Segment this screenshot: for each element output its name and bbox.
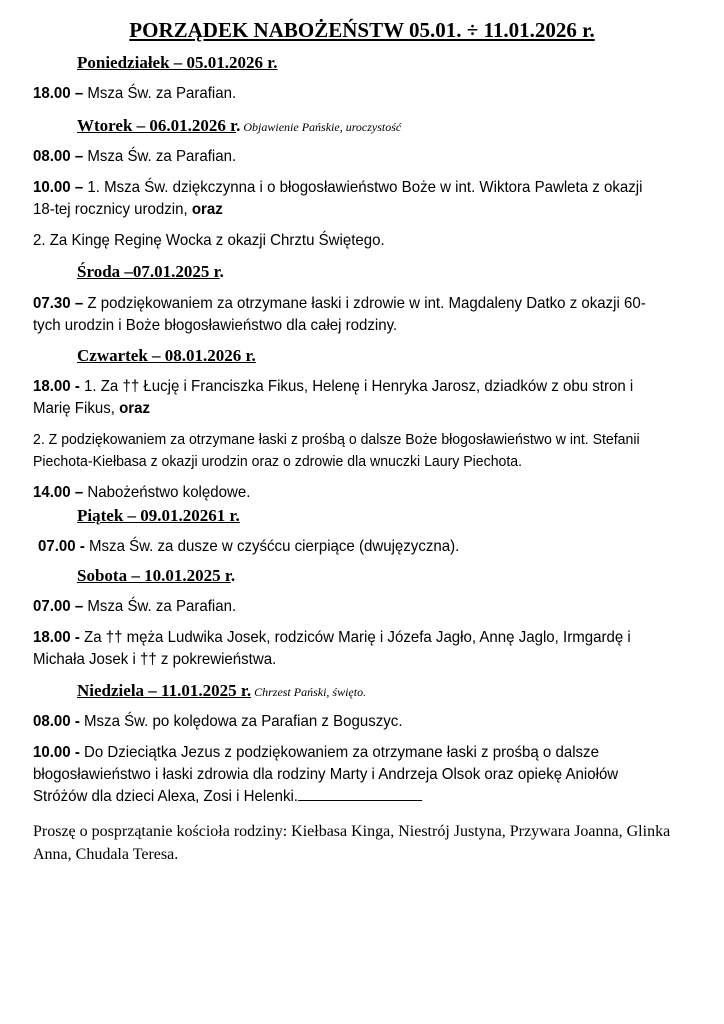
page-title: PORZĄDEK NABOŻEŃSTW 05.01. ÷ 11.01.2026 r. xyxy=(129,18,595,42)
day-heading-friday xyxy=(77,506,240,526)
mass-time: 07.30 – xyxy=(33,295,84,312)
mass-intention: 2. Z podziękowaniem za otrzymane łaski z prośbą o dalsze Boże błogosławieństwo w int. Stefanii Piechota-Kiełbasa z okazji urodzin oraz o zdrowie dla wnuczki Laury Piechota. xyxy=(33,431,640,470)
mass-intention: Z podziękowaniem za otrzymane łaski i zdrowie w int. Magdaleny Datko z okazji 60-tych urodzin i Boże błogosławieństwo dla całej rodziny. xyxy=(33,295,646,334)
cleaning-notice: Proszę o posprzątanie kościoła rodziny: Kiełbasa Kinga, Niestrój Justyna, Przywara Joanna, Glinka Anna, Chudala Teresa. xyxy=(33,823,671,863)
mass-intention: Nabożeństwo kolędowe. xyxy=(83,484,251,501)
mass-intention: Msza Św. za Parafian. xyxy=(83,148,237,165)
day-date: Poniedziałek – 05.01.2026 r. xyxy=(77,53,278,72)
liturgical-note: Objawienie Pańskie, uroczystość xyxy=(243,120,402,134)
oraz-conjunction: oraz xyxy=(187,201,223,218)
mass-entry xyxy=(33,742,665,808)
mass-intention: Msza Św. po kolędowa za Parafian z Boguszyc. xyxy=(79,713,403,730)
mass-entry xyxy=(33,627,665,671)
day-heading-monday xyxy=(77,53,278,73)
mass-time: 07.00 – xyxy=(33,598,84,615)
mass-intention: 2. Za Kingę Reginę Wocka z okazji Chrztu Świętego. xyxy=(33,232,385,249)
mass-entry xyxy=(33,293,665,337)
day-date: Środa –07.01.2025 r xyxy=(77,262,220,281)
mass-entry xyxy=(33,376,665,420)
day-date-suffix: . xyxy=(236,116,241,135)
mass-time: 08.00 – xyxy=(33,148,84,165)
day-date: Czwartek – 08.01.2026 r. xyxy=(77,346,256,365)
day-heading-saturday xyxy=(77,566,235,586)
mass-entry xyxy=(33,711,665,733)
mass-time: 07.00 - xyxy=(38,538,85,555)
mass-time: 10.00 - xyxy=(33,744,80,761)
oraz-conjunction: oraz xyxy=(114,400,151,417)
day-heading-tuesday xyxy=(77,116,401,136)
mass-intention: Msza Św. za Parafian. xyxy=(83,598,237,615)
mass-time: 18.00 - xyxy=(33,629,80,646)
mass-entry xyxy=(33,596,665,618)
mass-intention: Do Dzieciątka Jezus z podziękowaniem za otrzymane łaski z prośbą o dalsze błogosławieństwo i łaski zdrowia dla rodziny Marty i Andrzeja Olsok oraz opiekę Aniołów Stróżów dla dzieci Alexa, Zosi i Helenki. xyxy=(33,744,619,805)
mass-entry xyxy=(33,177,665,221)
day-date-suffix: . xyxy=(230,566,236,585)
day-heading-sunday xyxy=(77,681,366,701)
mass-entry xyxy=(33,230,665,252)
mass-time: 14.00 – xyxy=(33,484,84,501)
mass-entry xyxy=(33,429,665,473)
mass-intention: Msza Św. za dusze w czyśćcu cierpiące (dwujęzyczna). xyxy=(84,538,460,555)
mass-intention: 1. Za †† Łucję i Franciszka Fikus, Helenę i Henryka Jarosz, dziadków z obu stron i Marię Fikus, xyxy=(33,378,634,417)
mass-time: 10.00 – xyxy=(33,179,84,196)
day-heading-thursday xyxy=(77,346,256,366)
day-date-suffix: . xyxy=(219,262,224,281)
mass-time: 08.00 - xyxy=(33,713,80,730)
day-heading-wednesday xyxy=(77,262,224,282)
mass-time: 18.00 - xyxy=(33,378,80,395)
mass-intention: Za †† męża Ludwika Josek, rodziców Marię i Józefa Jagło, Annę Jaglo, Irmgardę i Michała Josek i †† z pokrewieństwa. xyxy=(33,629,631,668)
day-date: Sobota – 10.01.2025 r xyxy=(77,566,231,585)
mass-entry xyxy=(33,83,665,105)
signature-line xyxy=(298,786,422,801)
day-date: Niedziela – 11.01.2025 r. xyxy=(77,681,252,700)
mass-entry xyxy=(33,146,665,168)
day-date: Wtorek – 06.01.2026 r xyxy=(77,116,237,135)
mass-intention: Msza Św. za Parafian. xyxy=(83,85,237,102)
day-date: Piątek – 09.01.20261 r. xyxy=(77,506,240,525)
mass-time: 18.00 – xyxy=(33,85,84,102)
mass-entry xyxy=(33,482,665,504)
liturgical-note: Chrzest Pański, święto. xyxy=(254,685,367,699)
mass-intention: 1. Msza Św. dziękczynna i o błogosławieństwo Boże w int. Wiktora Pawleta z okazji 18-tej rocznicy urodzin, xyxy=(33,179,643,218)
mass-entry xyxy=(38,536,670,558)
